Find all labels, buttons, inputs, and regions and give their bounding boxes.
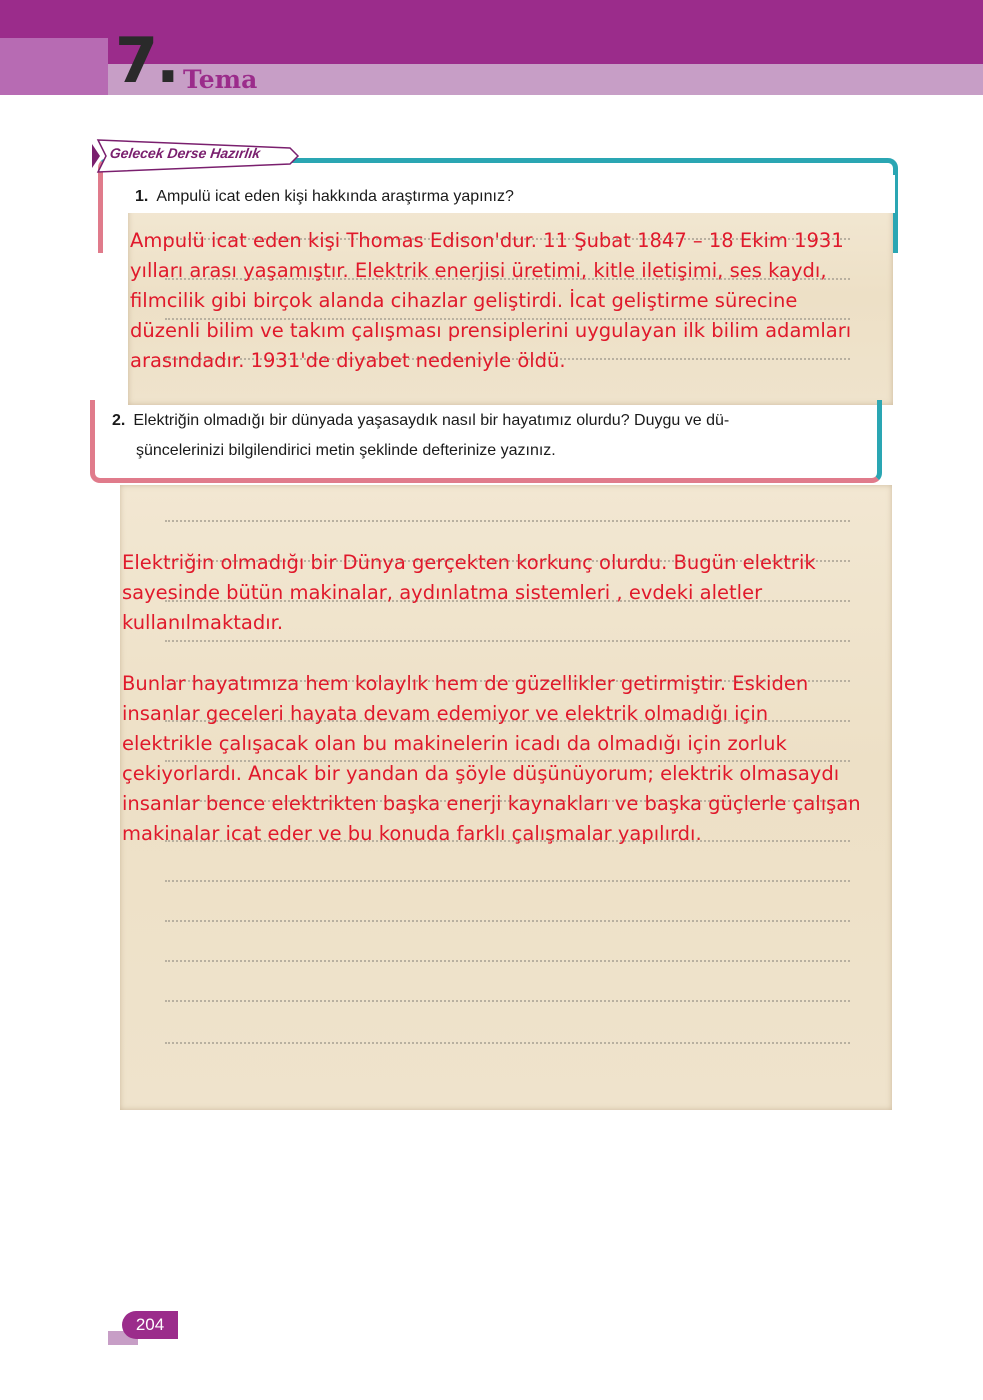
answer-2-line: insanlar bence elektrikten başka enerji kaynakları ve başka güçlerle çalışan	[122, 792, 861, 815]
answer-2-line: kullanılmaktadır.	[122, 611, 284, 634]
question-2-text-line2: şüncelerinizi bilgilendirici metin şeklinde defterinize yazınız.	[136, 442, 556, 459]
answer-2-line: makinalar icat eder ve bu konuda farklı çalışmalar yapılırdı.	[122, 822, 702, 845]
answer-2-paragraph-1	[122, 548, 816, 638]
chapter-label: Tema	[183, 65, 258, 94]
answer-2-paragraph-2	[122, 669, 861, 849]
answer-1-line: arasındadır. 1931'de diyabet nedeniyle öldü.	[130, 349, 566, 372]
answer-2-line: Elektriğin olmadığı bir Dünya gerçekten korkunç olurdu. Bugün elektrik	[122, 551, 816, 574]
answer-1-line: Ampulü icat eden kişi Thomas Edison'dur. 11 Şubat 1847 – 18 Ekim 1931	[130, 229, 844, 252]
question-2	[112, 406, 860, 466]
answer-2-line: çekiyorlardı. Ancak bir yandan da şöyle düşünüyorum; elektrik olmasaydı	[122, 762, 840, 785]
page-number-badge	[108, 1311, 170, 1345]
answer-2-line: elektrikle çalışacak olan bu makinelerin icadı da olmadığı için zorluk	[122, 732, 787, 755]
page-number: 204	[122, 1311, 178, 1339]
answer-2-line: insanlar geceleri hayata devam edemiyor ve elektrik olmadığı için	[122, 702, 769, 725]
writing-line	[165, 1000, 850, 1002]
writing-line	[165, 640, 850, 642]
question-2-text-line1: Elektriğin olmadığı bir dünyada yaşasaydık nasıl bir hayatımız olurdu? Duygu ve dü-	[133, 412, 730, 429]
question-1	[135, 182, 514, 212]
answer-1	[130, 226, 851, 376]
answer-2-line: sayesinde bütün makinalar, aydınlatma sistemleri , evdeki aletler	[122, 581, 763, 604]
question-1-number: 1.	[135, 188, 149, 205]
answer-2-line: Bunlar hayatımıza hem kolaylık hem de güzellikler getirmiştir. Eskiden	[122, 672, 809, 695]
writing-line	[165, 880, 850, 882]
writing-line	[165, 1042, 850, 1044]
section-tag-label: Gelecek Derse Hazırlık	[108, 145, 262, 161]
question-2-number: 2.	[112, 412, 126, 429]
answer-1-line: yılları arası yaşamıştır. Elektrik enerjisi üretimi, kitle iletişimi, ses kaydı,	[130, 259, 827, 282]
answer-1-line: düzenli bilim ve takım çalışması prensiplerini uygulayan ilk bilim adamları	[130, 319, 852, 342]
writing-line	[165, 520, 850, 522]
writing-line	[165, 920, 850, 922]
question-1-text: Ampulü icat eden kişi hakkında araştırma yapınız?	[156, 188, 514, 205]
answer-1-line: filmcilik gibi birçok alanda cihazlar geliştirdi. İcat geliştirme sürecine	[130, 289, 798, 312]
header-left-block	[0, 38, 108, 95]
writing-line	[165, 960, 850, 962]
chapter-number: 7.	[115, 24, 178, 97]
